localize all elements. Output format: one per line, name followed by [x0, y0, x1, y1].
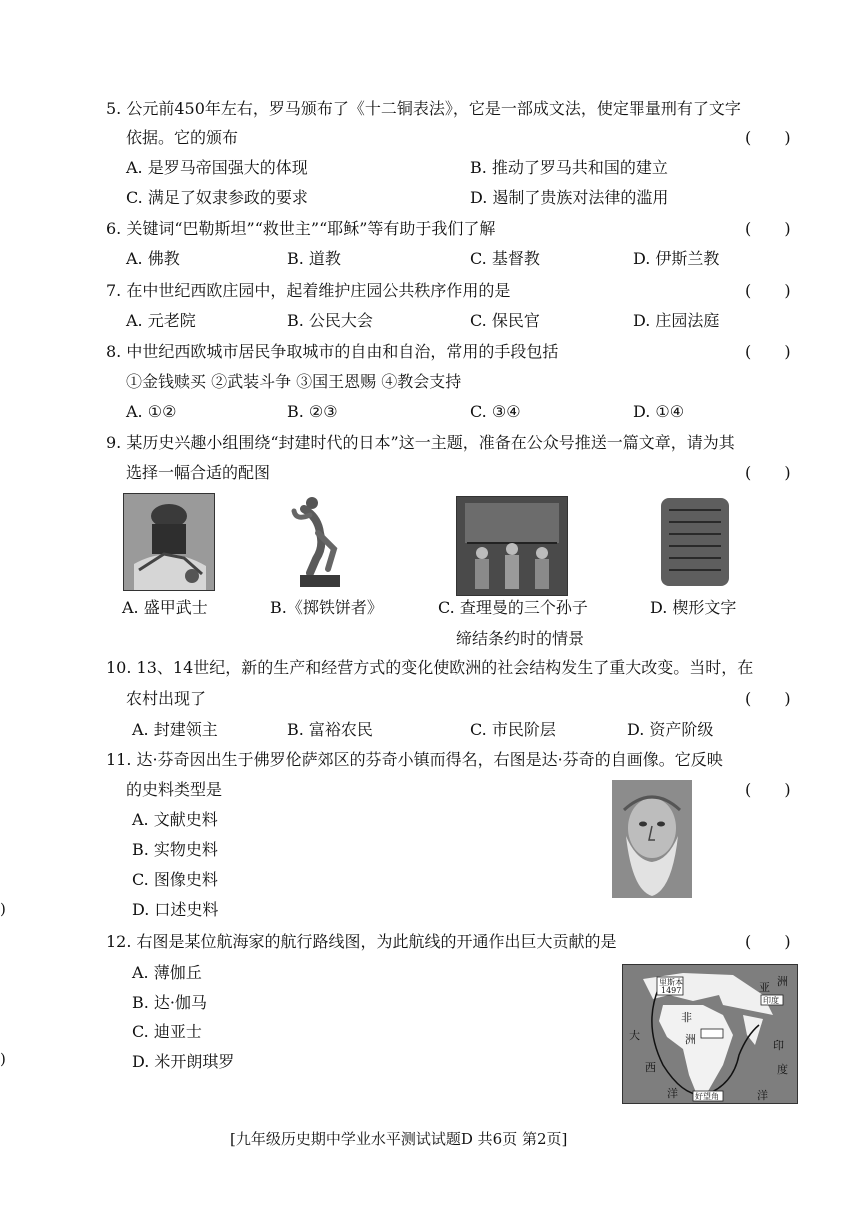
q8-option-b: B. ②③ [287, 402, 338, 421]
map-label-asia-1: 亚 [759, 981, 770, 994]
discobolus-statue-image [290, 493, 348, 589]
treaty-scene-image [456, 496, 568, 596]
q9-option-d: D. 楔形文字 [650, 598, 737, 617]
q11-answer-blank[interactable]: ( ) [745, 780, 805, 799]
armored-samurai-image [123, 493, 215, 591]
q7-option-d: D. 庄园法庭 [633, 311, 720, 330]
q7-option-c: C. 保民官 [470, 311, 540, 330]
q12-option-d: D. 米开朗琪罗 [132, 1052, 235, 1071]
map-label-atlantic-3: 洋 [667, 1087, 678, 1100]
da-vinci-self-portrait-image [612, 780, 692, 898]
map-label-atlantic-2: 西 [645, 1061, 656, 1074]
map-label-indian-2: 度 [777, 1063, 788, 1076]
q8-items: ①金钱赎买 ②武装斗争 ③国王恩赐 ④教会支持 [126, 372, 462, 391]
q9-option-c-line1: C. 查理曼的三个孙子 [438, 598, 588, 617]
q12-option-b: B. 达·伽马 [132, 993, 208, 1012]
map-label-cape-of-good-hope: 好望角 [695, 1092, 719, 1101]
q10-option-c: C. 市民阶层 [470, 720, 556, 739]
map-label-india: 印度 [763, 996, 779, 1005]
q12-option-a: A. 薄伽丘 [132, 963, 202, 982]
page-footer: [九年级历史期中学业水平测试试题D 共6页 第2页] [230, 1130, 568, 1148]
q8-option-a: A. ①② [126, 402, 177, 421]
q6-stem: 6. 关键词“巴勒斯坦”“救世主”“耶稣”等有助于我们了解 [106, 219, 496, 238]
q11-option-a: A. 文献史料 [132, 810, 218, 829]
q5-answer-blank[interactable]: ( ) [745, 128, 805, 147]
q11-option-d: D. 口述史料 [132, 900, 219, 919]
q10-stem-line2: 农村出现了 [126, 689, 207, 708]
stray-mark-1: ) [0, 900, 6, 918]
q11-stem-line1: 11. 达·芬奇因出生于佛罗伦萨郊区的芬奇小镇而得名，右图是达·芬奇的自画像。它反映 [106, 750, 723, 769]
q7-answer-blank[interactable]: ( ) [745, 281, 805, 300]
q5-option-c: C. 满足了奴隶参政的要求 [126, 188, 308, 207]
q11-option-c: C. 图像史料 [132, 870, 218, 889]
q5-option-b: B. 推动了罗马共和国的建立 [470, 158, 668, 177]
voyage-route-map [622, 964, 798, 1104]
q10-option-a: A. 封建领主 [132, 720, 218, 739]
q11-option-b: B. 实物史料 [132, 840, 218, 859]
map-label-africa-2: 洲 [685, 1033, 696, 1046]
q9-answer-blank[interactable]: ( ) [745, 463, 805, 482]
q12-stem: 12. 右图是某位航海家的航行路线图，为此航线的开通作出巨大贡献的是 [106, 932, 617, 951]
q6-option-b: B. 道教 [287, 249, 341, 268]
q5-option-d: D. 遏制了贵族对法律的滥用 [470, 188, 669, 207]
q5-stem-line1: 5. 公元前450年左右，罗马颁布了《十二铜表法》，它是一部成文法，使定罪量刑有了文字 [106, 99, 741, 118]
q7-option-a: A. 元老院 [126, 311, 196, 330]
map-label-indian-1: 印 [773, 1039, 784, 1052]
q12-option-c: C. 迪亚士 [132, 1022, 202, 1041]
stray-mark-2: ) [0, 1050, 6, 1068]
q5-stem-line2: 依据。它的颁布 [126, 128, 239, 147]
q6-answer-blank[interactable]: ( ) [745, 219, 805, 238]
q8-option-c: C. ③④ [470, 402, 521, 421]
map-label-year: 1497 [661, 986, 682, 995]
map-label-asia-2: 洲 [777, 975, 788, 988]
q7-stem: 7. 在中世纪西欧庄园中，起着维护庄园公共秩序作用的是 [106, 281, 511, 300]
q9-option-b: B.《掷铁饼者》 [270, 598, 383, 617]
q6-option-c: C. 基督教 [470, 249, 540, 268]
cuneiform-tablet-image [659, 496, 731, 588]
q10-answer-blank[interactable]: ( ) [745, 689, 805, 708]
q7-option-b: B. 公民大会 [287, 311, 373, 330]
q10-option-b: B. 富裕农民 [287, 720, 373, 739]
map-label-lisbon: 里斯本 [659, 978, 683, 987]
map-label-africa-1: 非 [681, 1011, 692, 1024]
q12-answer-blank[interactable]: ( ) [745, 932, 805, 951]
q11-stem-line2: 的史料类型是 [126, 780, 223, 799]
q10-option-d: D. 资产阶级 [627, 720, 714, 739]
q9-stem-line2: 选择一幅合适的配图 [126, 463, 271, 482]
q9-option-c-line2: 缔结条约时的情景 [456, 629, 585, 648]
q6-option-a: A. 佛教 [126, 249, 180, 268]
q9-stem-line1: 9. 某历史兴趣小组围绕“封建时代的日本”这一主题，准备在公众号推送一篇文章，请为其 [106, 433, 735, 452]
q6-option-d: D. 伊斯兰教 [633, 249, 720, 268]
q8-stem: 8. 中世纪西欧城市居民争取城市的自由和自治，常用的手段包括 [106, 342, 559, 361]
map-label-atlantic-1: 大 [629, 1029, 640, 1042]
map-label-indian-3: 洋 [757, 1089, 768, 1102]
q5-option-a: A. 是罗马帝国强大的体现 [126, 158, 308, 177]
q10-stem-line1: 10. 13、14世纪，新的生产和经营方式的变化使欧洲的社会结构发生了重大改变。当时，在 [106, 658, 754, 677]
q8-option-d: D. ①④ [633, 402, 685, 421]
q8-answer-blank[interactable]: ( ) [745, 342, 805, 361]
q9-option-a: A. 盛甲武士 [122, 598, 208, 617]
